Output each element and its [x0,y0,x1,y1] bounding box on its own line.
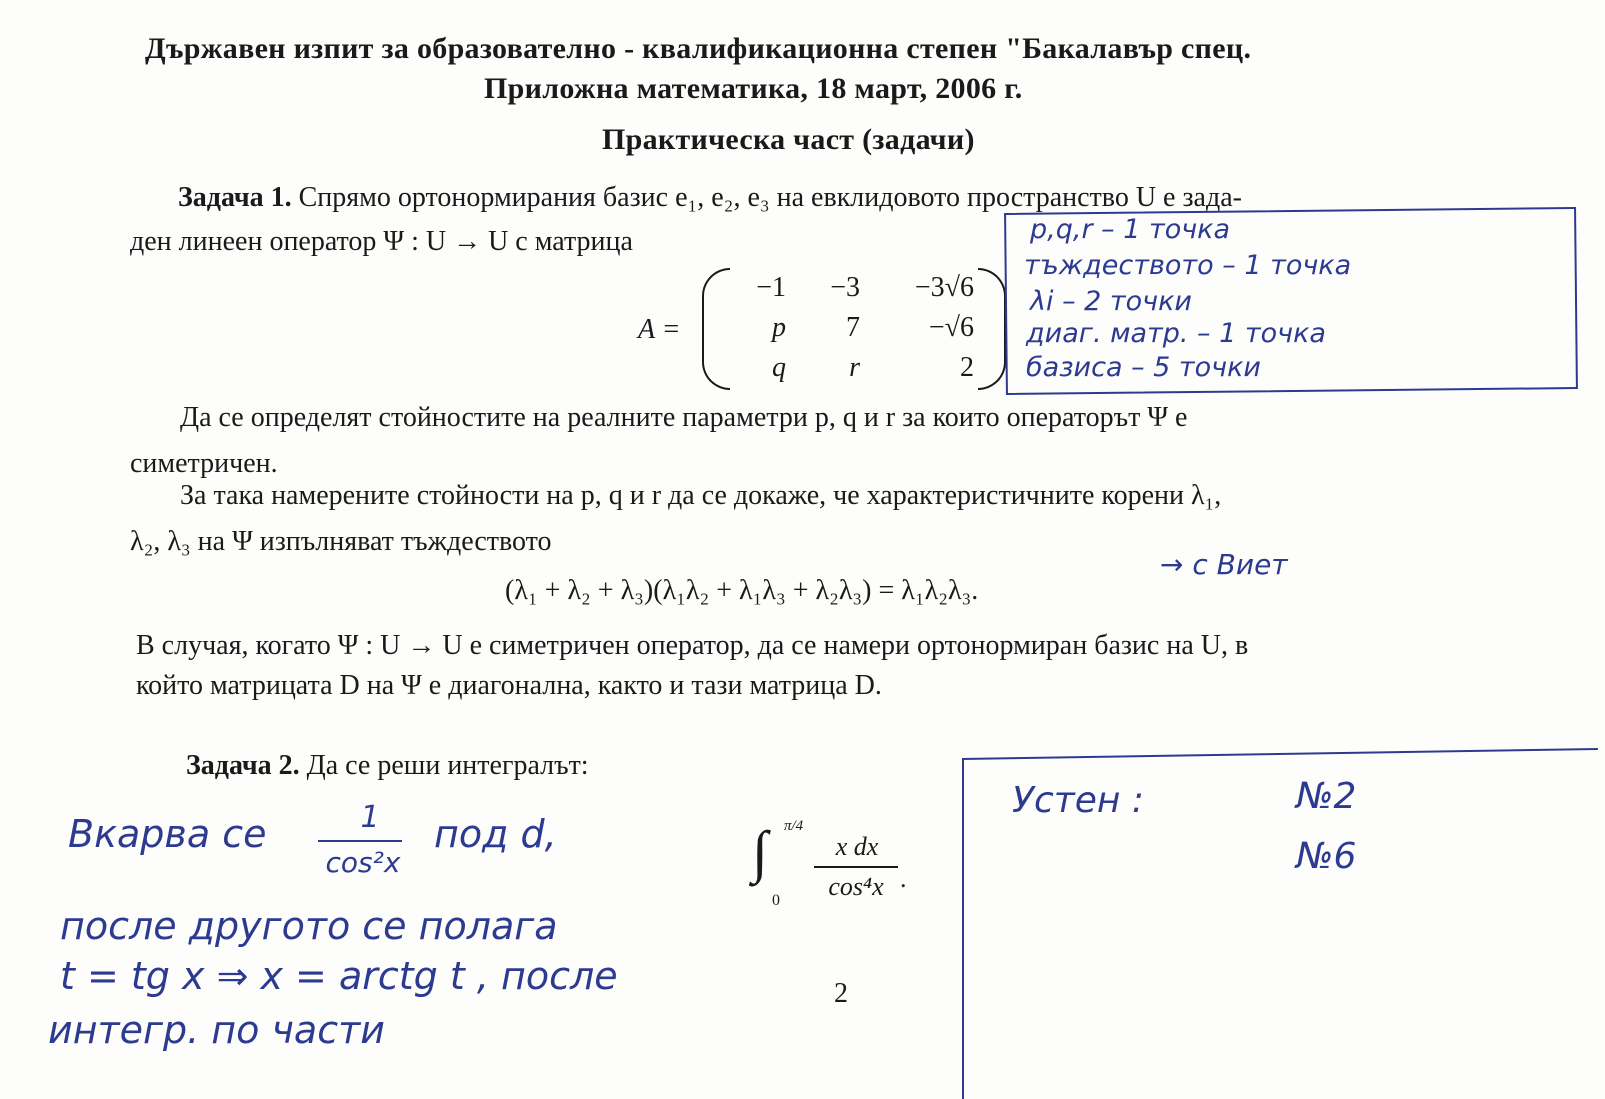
task1-line1 [178,182,1242,214]
grading-line: p,q,r – 1 точка [1030,214,1231,245]
page-number: 2 [834,978,848,1009]
grading-line: тъждеството – 1 точка [1024,250,1352,281]
hint-line1a: Вкарва се [68,812,267,856]
hint-frac-num: 1 [360,800,380,835]
grading-line: базиса – 5 точки [1026,352,1261,383]
matrix-cell: −√6 [928,312,974,343]
matrix-cell: −3 [830,272,860,303]
task1-para1a: Да се определят стойностите на реалните параметри p, q и r за които операторът Ψ е [180,402,1188,433]
exam-title-line2: Приложна математика, 18 март, 2006 г. [484,72,1023,105]
hint-frac-den: cos²x [325,846,401,879]
integral-lower: 0 [772,892,780,909]
matrix-cell: 2 [960,352,974,383]
task1-label: Задача 1. [178,182,292,213]
hint-line3: t = tg x ⇒ x = arctg t , после [60,954,618,998]
task1-para3b: който матрицата D на Ψ е диагонална, както и тази матрица D. [136,670,882,701]
matrix-cell: 7 [846,312,860,343]
task1-para1b: симетричен. [130,448,278,479]
viet-note: → с Виет [1160,548,1288,581]
integral-period: . [900,864,907,893]
hint-line1b: под d, [434,812,557,856]
hint-line4: интегр. по части [48,1008,385,1052]
matrix-label: A = [638,314,681,345]
task1-para2b: λ₂, λ₃ на Ψ изпълняват тъждеството [130,526,552,557]
integral-upper: π/4 [784,818,804,834]
hint-line2: после другото се полага [60,904,558,948]
grading-line: диаг. матр. – 1 точка [1026,318,1326,349]
oral-item: №6 [1296,836,1357,877]
task1-text1: Спрямо ортонормирания базис e₁, e₂, e₃ на евклидовото пространство U е зада- [298,182,1242,213]
task2-text: Да се реши интегралът: [306,750,589,781]
oral-item: №2 [1296,776,1357,817]
matrix-cell: −3√6 [914,272,974,303]
section-title: Практическа част (задачи) [602,123,975,156]
matrix-cell: r [849,352,860,383]
integral-denominator: cos⁴x [828,872,884,901]
matrix-cell: −1 [756,272,786,303]
grading-line: λi – 2 точки [1030,286,1192,317]
oral-box-left [962,758,964,1099]
oral-label: Устен : [1012,780,1144,821]
task2-line [186,750,589,782]
matrix-cell: q [772,352,786,383]
task1-para2a: За така намерените стойности на p, q и r да се докаже, че характеристичните корени λ₁, [180,480,1222,511]
task1-para3a: В случая, когато Ψ : U → U е симетричен оператор, да се намери ортонормиран базис на U, в [136,630,1249,661]
exam-title-line1: Държавен изпит за образователно - квалификационна степен "Бакалавър спец. [145,32,1252,65]
oral-box-top [962,748,1598,760]
task2-label: Задача 2. [186,750,300,781]
task1-text2: ден линеен оператор Ψ : U → U с матрица [130,226,633,257]
matrix-right-paren [978,268,1006,390]
identity-formula: (λ₁ + λ₂ + λ₃)(λ₁λ₂ + λ₁λ₃ + λ₂λ₃) = λ₁λ₂λ₃. [505,575,979,606]
matrix-cell: p [772,312,786,343]
integral-numerator: x dx [835,832,879,861]
integral-sign: ∫ [752,819,768,884]
hint-frac-bar [318,840,402,842]
fraction-bar [814,866,898,868]
